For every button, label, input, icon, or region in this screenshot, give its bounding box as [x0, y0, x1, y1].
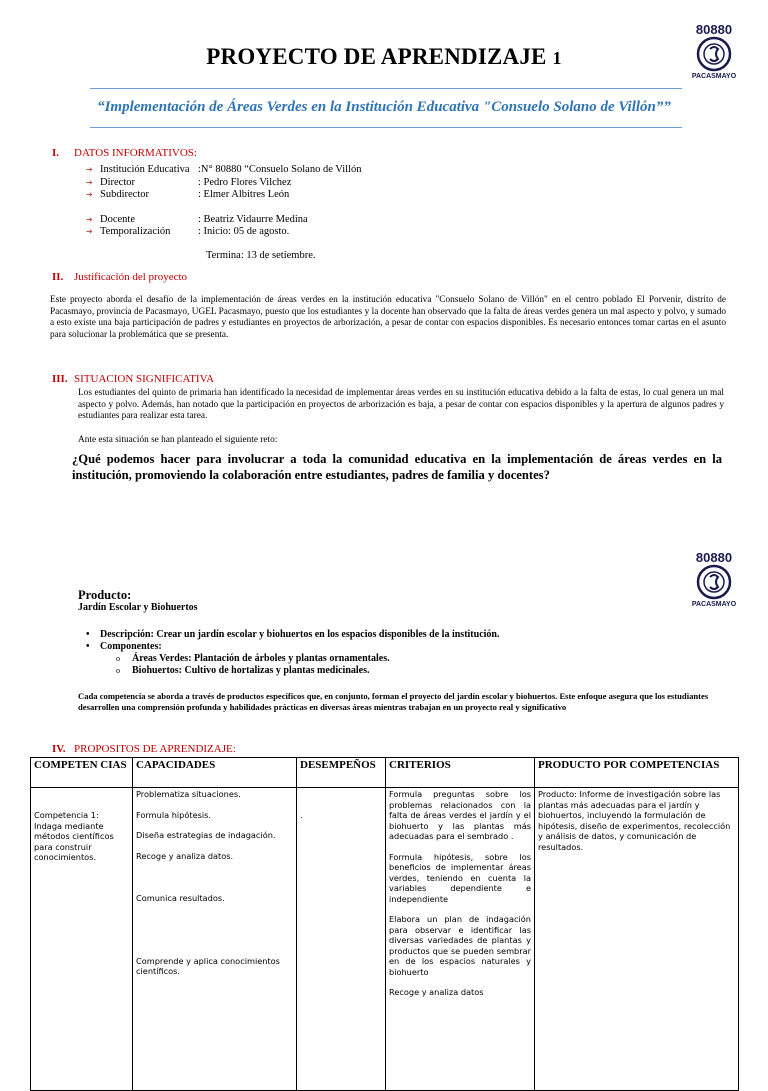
logo-place: PACASMAYO [691, 73, 737, 80]
info-row [86, 164, 362, 177]
producto-competencia-text: Producto: Informe de investigación sobre las plantas más adecuadas para el jardín y biohuertos, incluyendo la formulación de hipótesis, diseño de experimentos, recolección y análisis de datos, y comunicación de resultados. [538, 789, 731, 852]
criterio-item: Elabora un plan de indagación para observar e identificar las diversas variedades de plantas y productos que se pueden sembrar en de los espacios naturales y biohuerto [389, 914, 531, 977]
title-number: 1 [552, 48, 562, 68]
info-label: Institución Educativa [100, 164, 190, 175]
producto-subheading: Jardín Escolar y Biohuertos [78, 602, 198, 613]
capacidades-cell [133, 788, 297, 1091]
section-2-title: Justificación del proyecto [74, 271, 188, 283]
section-3-title: SITUACION SIGNIFICATIVA [74, 373, 215, 385]
desempenos-text: . [300, 810, 303, 820]
arrow-bullet-icon: ➔ [86, 177, 93, 187]
criterios-cell [386, 788, 535, 1091]
criterio-item: Formula preguntas sobre los problemas relacionados con la falta de áreas verdes el jardín y el biohuerto y las plantas más adecuadas para el sembrado . [389, 789, 531, 841]
info-row [86, 226, 362, 239]
table-row [31, 788, 739, 1091]
column-header: DESEMPEÑOS [297, 758, 386, 788]
column-header: COMPETEN CIAS [31, 758, 133, 788]
capacidad-item: Formula hipótesis. [136, 809, 212, 820]
info-label: Director [100, 176, 135, 188]
section-1-heading [52, 147, 197, 159]
datos-informativos-list [86, 164, 362, 239]
title-rule-bottom [90, 127, 682, 128]
info-value: : Beatriz Vidaurre Medina [198, 213, 308, 225]
title-text: PROYECTO DE APRENDIZAJE [206, 44, 547, 69]
capacidad-item: Comprende y aplica conocimientos científicos. [136, 955, 280, 976]
info-row [86, 177, 362, 190]
section-4-heading [52, 743, 236, 755]
componente-item: o Biohuertos: Cultivo de hortalizas y plantas medicinales. [86, 665, 499, 677]
table-header-row [31, 758, 739, 788]
arrow-bullet-icon: ➔ [86, 227, 93, 236]
column-header: PRODUCTO POR COMPETENCIAS [535, 758, 739, 788]
capacidad-item: Comunica resultados. [136, 893, 225, 903]
producto-list [86, 629, 499, 677]
section-4-title: PROPOSITOS DE APRENDIZAJE: [74, 743, 236, 755]
info-row [86, 214, 362, 227]
section-3-heading [52, 373, 214, 385]
section-1-roman: I. [52, 147, 60, 159]
propositos-table [30, 757, 739, 1091]
capacidad-item: Problematiza situaciones. [136, 789, 241, 799]
situacion-text: Los estudiantes del quinto de primaria han identificado la necesidad de implementar áreas verdes en su institución educativa debido a la falta de estas, lo cual genera un mal aspecto y polvo. Además, han notado que la participación en proyectos de arborización es baja, a pesar de contar con espacios disponibles y la apertura de algunos padres y estudiantes para realizar esta tarea. [78, 388, 724, 421]
section-2-roman: II. [52, 271, 64, 283]
info-row [86, 189, 362, 202]
column-header: CAPACIDADES [133, 758, 297, 788]
logo-number: 80880 [695, 550, 733, 565]
capacidad-item: Diseña estrategias de indagación. [136, 830, 276, 840]
producto-cell [535, 788, 739, 1091]
section-4-roman: IV. [52, 743, 66, 755]
info-label: Docente [100, 213, 135, 225]
termina-date: Termina: 13 de setiembre. [206, 250, 316, 261]
info-value: :N° 80880 “Consuelo Solano de Villón [198, 164, 362, 175]
page-title [0, 44, 768, 70]
arrow-bullet-icon: ➔ [86, 165, 93, 174]
logo-place: PACASMAYO [691, 601, 737, 608]
info-value: : Elmer Albitres León [198, 189, 290, 200]
reto-intro: Ante esta situación se han planteado el siguiente reto: [78, 435, 278, 445]
school-logo-graphic [683, 548, 745, 610]
arrow-bullet-icon: ➔ [86, 214, 93, 224]
challenge-question: ¿Qué podemos hacer para involucrar a toda la comunidad educativa en la implementación de áreas verdes en la institución, promoviendo la colaboración entre estudiantes, padres de familia y docentes? [72, 452, 722, 482]
componente-item: o Áreas Verdes: Plantación de árboles y plantas ornamentales. [86, 653, 499, 665]
column-header: CRITERIOS [386, 758, 535, 788]
section-2-heading [52, 271, 187, 283]
section-3-roman: III. [52, 373, 68, 385]
producto-componentes: • Componentes: [86, 641, 499, 653]
capacidad-item: Recoge y analiza datos. [136, 850, 234, 861]
school-logo [683, 548, 745, 610]
criterio-item: Formula hipótesis, sobre los beneficios de implementar áreas verdes, teniendo en cuenta la variables dependiente e independiente [389, 851, 531, 904]
arrow-bullet-icon: ➔ [86, 190, 93, 199]
competencia-cell [31, 788, 133, 1091]
info-value: : Inicio: 05 de agosto. [198, 226, 290, 237]
competencias-note: Cada competencia se aborda a través de productos específicos que, en conjunto, forman el proyecto del jardín escolar y biohuertos. Este enfoque asegura que los estudiantes desarrollen una comprensión profunda y habilidades prácticas en diversas áreas mientras trabajan en un proyecto real y significativo [78, 691, 709, 712]
producto-descripcion: • Descripción: Crear un jardín escolar y biohuertos en los espacios disponibles de la institución. [86, 629, 499, 641]
info-label: Subdirector [100, 189, 149, 200]
competencia-text: Competencia 1: Indaga mediante métodos científicos para construir conocimientos. [34, 810, 114, 862]
justificacion-text: Este proyecto aborda el desafío de la implementación de áreas verdes en la institución educativa "Consuelo Solano de Villón" en el centro poblado El Porvenir, distrito de Pacasmayo, provincia de Pacasmayo, UGEL Pacasmayo, puesto que los estudiantes y la docente han observado que la falta de áreas verdes genera un mal aspecto y polvo, y sumado a esto existe una baja participación de padres y estudiantes en proyectos de arborización, a pesar de contar con espacios disponibles. Es necesario entonces tomar cartas en el asunto para solucionar la problemática que se presenta. [50, 295, 726, 340]
producto-heading: Producto: [78, 588, 132, 602]
criterio-item: Recoge y analiza datos [389, 987, 484, 997]
title-rule-top [90, 88, 682, 89]
project-subtitle: “Implementación de Áreas Verdes en la Institución Educativa "Consuelo Solano de Villón”” [97, 99, 671, 115]
logo-number: 80880 [695, 22, 733, 37]
info-value: : Pedro Flores Vilchez [198, 176, 292, 188]
section-1-title: DATOS INFORMATIVOS: [74, 147, 197, 159]
desempenos-cell [297, 788, 386, 1091]
info-label: Temporalización [100, 226, 171, 237]
